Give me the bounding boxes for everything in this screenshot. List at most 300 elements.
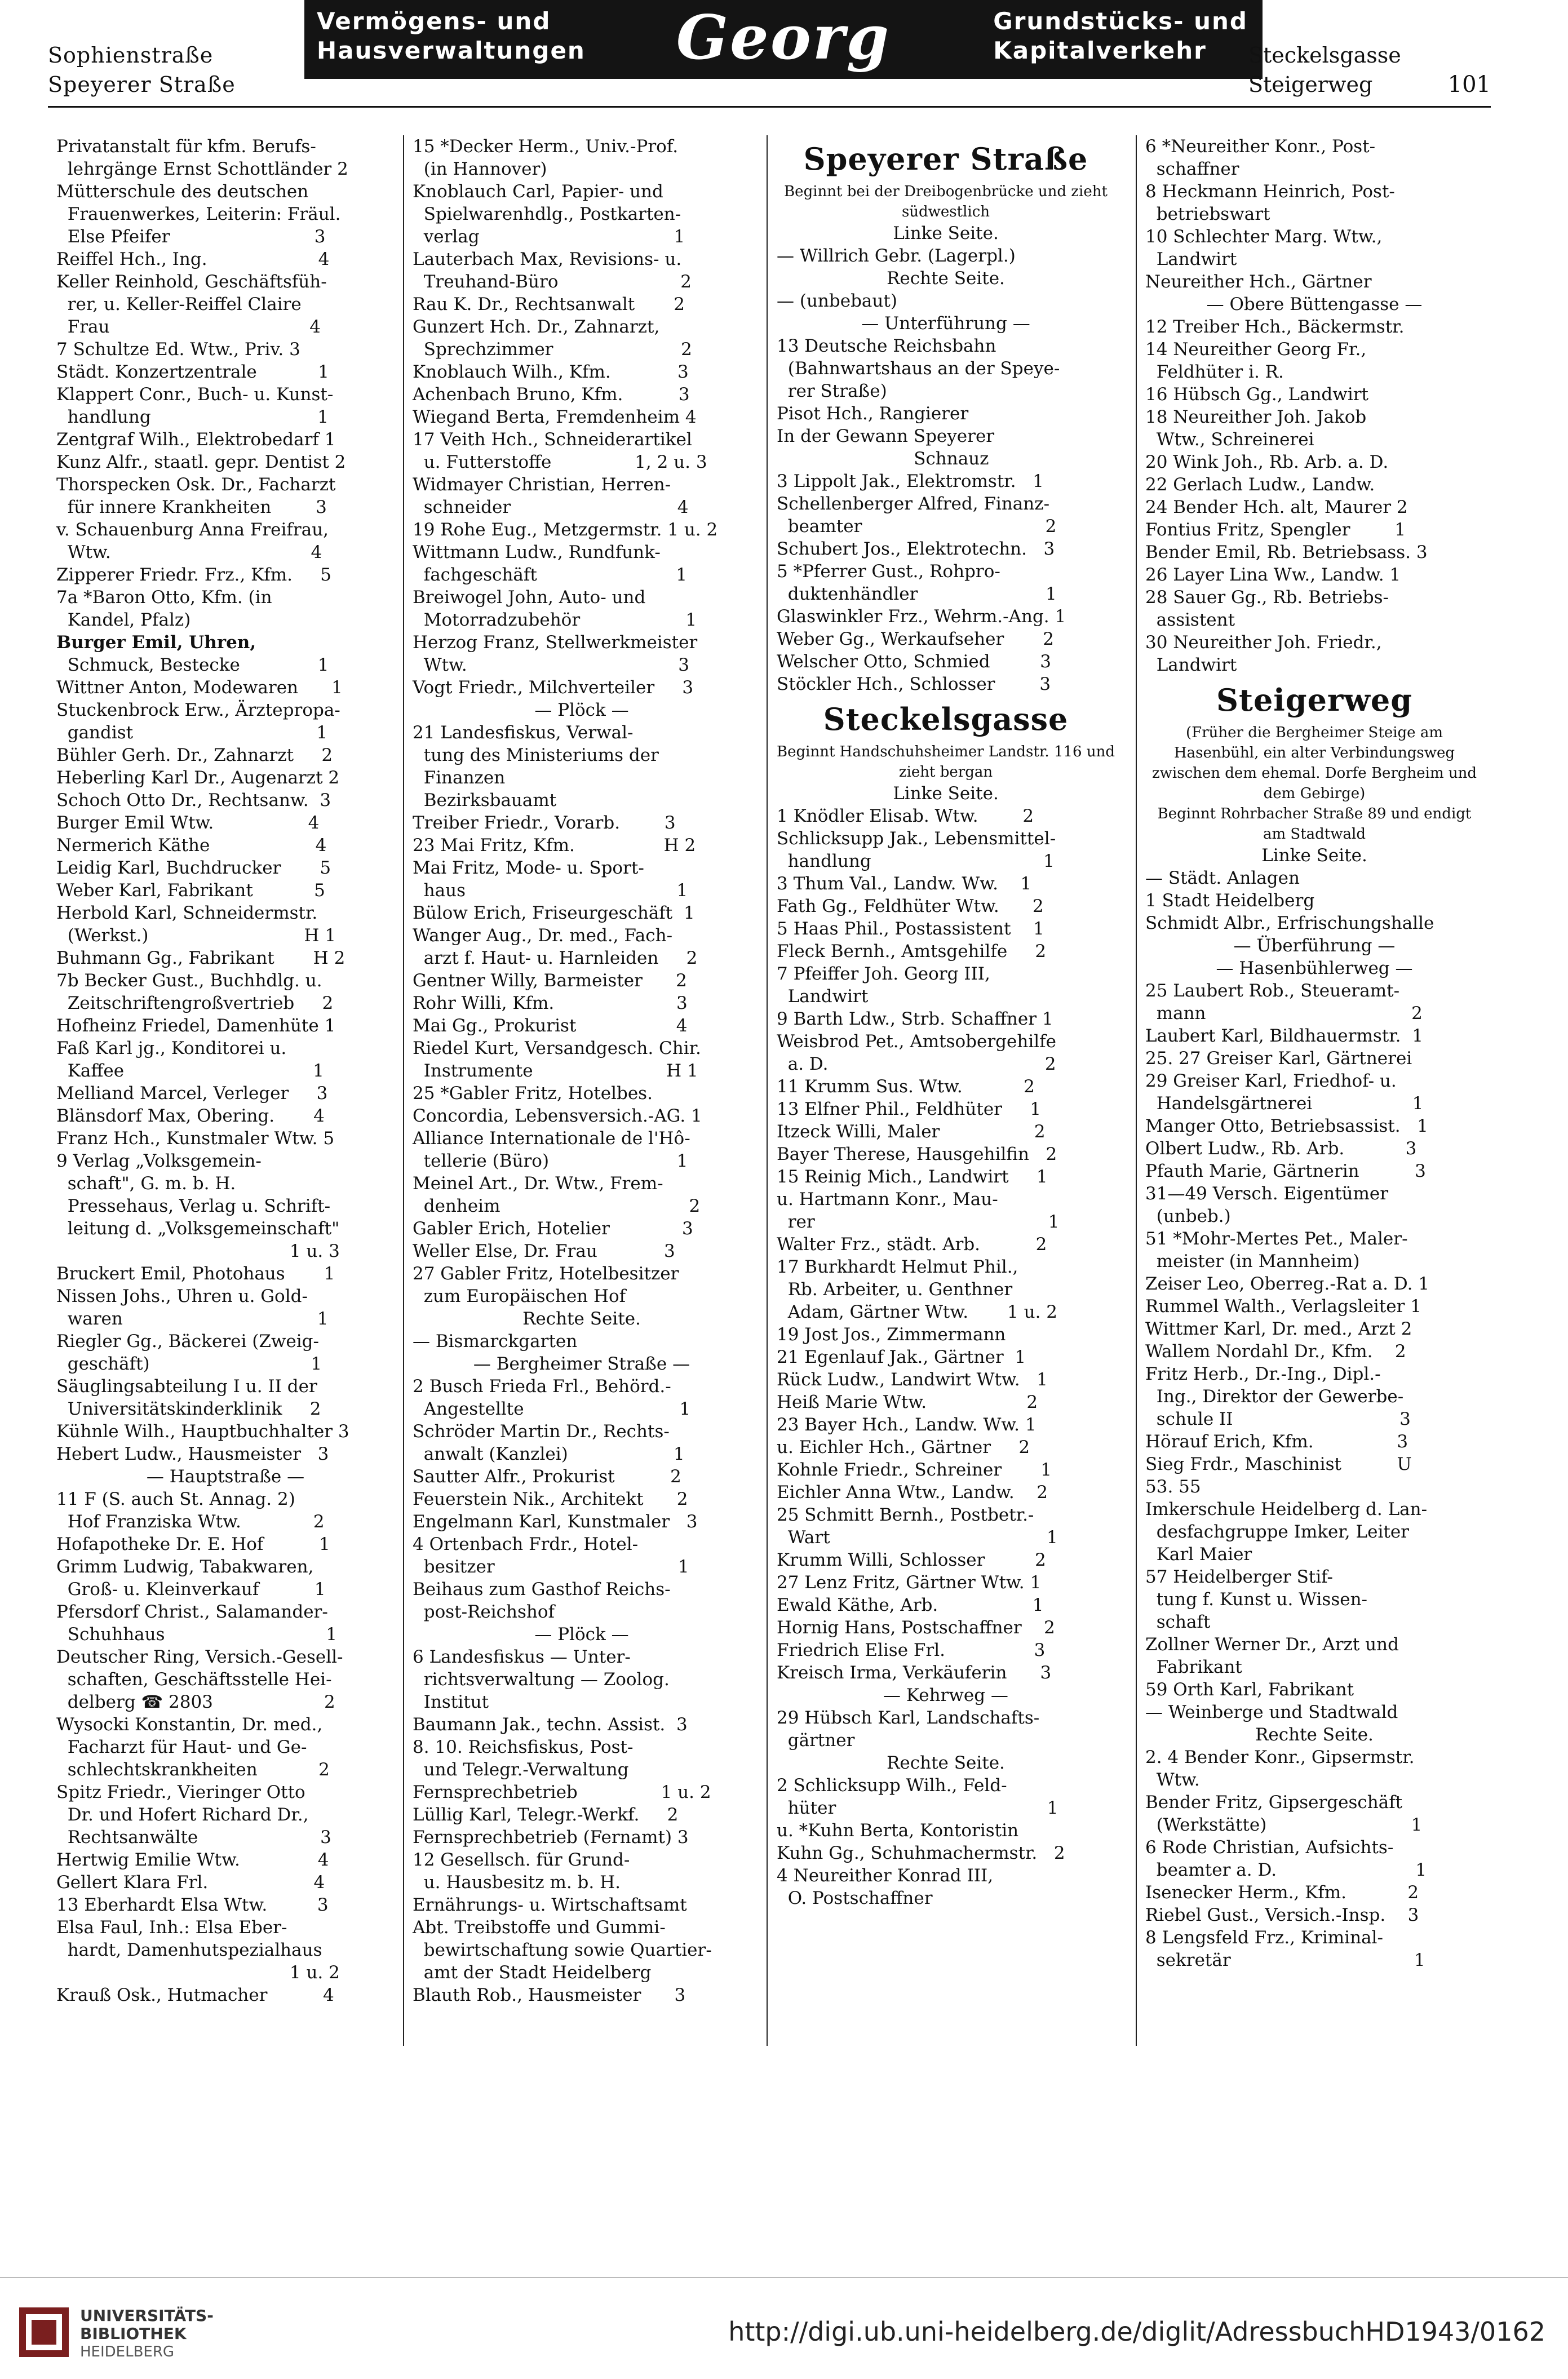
- directory-entry: Hebert Ludw., Hausmeister 3: [56, 1444, 329, 1464]
- directory-entry: Schmidt Albr., Erfrischungshalle: [1145, 913, 1434, 933]
- street-description: (Früher die Bergheimer Steige am Hasenbühl, ein alter Verbindungsweg zwischen dem ehemal. Dorfe Bergheim und dem Gebirge): [1151, 724, 1477, 802]
- directory-entry: u. Eichler Hch., Gärtner 2: [777, 1437, 1030, 1457]
- directory-entry: mann 2: [1145, 1003, 1423, 1024]
- directory-entry: — Weinberge und Stadtwald: [1145, 1702, 1398, 1722]
- directory-entry: Schlicksupp Jak., Lebensmittel-: [777, 829, 1056, 849]
- directory-entry: 6 Rode Christian, Aufsichts-: [1145, 1837, 1394, 1858]
- directory-entry: 6 Landesfiskus — Unter-: [413, 1647, 631, 1667]
- directory-entry: Welscher Otto, Schmied 3: [777, 652, 1052, 672]
- directory-entry: Spitz Friedr., Vieringer Otto: [56, 1782, 305, 1802]
- directory-entry: Wittmer Karl, Dr. med., Arzt 2: [1145, 1319, 1412, 1339]
- directory-entry: Wallem Nordahl Dr., Kfm. 2: [1145, 1341, 1406, 1362]
- directory-entry: assistent: [1145, 610, 1235, 630]
- directory-entry: Hof Franziska Wtw. 2: [56, 1512, 325, 1532]
- directory-entry: Instrumente H 1: [413, 1061, 698, 1081]
- directory-entry: gandist 1: [56, 723, 328, 743]
- directory-entry: 16 Hübsch Gg., Landwirt: [1145, 384, 1369, 405]
- directory-entry: Frauenwerkes, Leiterin: Fräul.: [56, 204, 341, 224]
- directory-entry: Eichler Anna Wtw., Landw. 2: [777, 1482, 1048, 1503]
- directory-entry: Rummel Walth., Verlagsleiter 1: [1145, 1296, 1421, 1317]
- directory-entry: geschäft) 1: [56, 1354, 322, 1374]
- directory-entry: 13 Elfner Phil., Feldhüter 1: [777, 1099, 1041, 1119]
- directory-entry: Wtw. 4: [56, 542, 322, 562]
- directory-entry: Kühnle Wilh., Hauptbuchhalter 3: [56, 1421, 349, 1442]
- directory-entry: Beihaus zum Gasthof Reichs-: [413, 1579, 671, 1600]
- directory-entry: Hörauf Erich, Kfm. 3: [1145, 1432, 1408, 1452]
- directory-entry: — (unbebaut): [777, 291, 897, 311]
- directory-entry: u. *Kuhn Berta, Kontoristin: [777, 1820, 1019, 1841]
- street-description: Beginnt Handschuhsheimer Landstr. 116 und zieht bergan: [777, 743, 1115, 781]
- directory-entry: fachgeschäft 1: [413, 565, 687, 585]
- directory-entry: Baumann Jak., techn. Assist. 3: [413, 1715, 688, 1735]
- directory-entry: Wittmann Ludw., Rundfunk-: [413, 542, 661, 562]
- directory-entry: 26 Layer Lina Ww., Landw. 1: [1145, 565, 1401, 585]
- directory-entry: 9 Barth Ldw., Strb. Schaffner 1: [777, 1009, 1053, 1029]
- directory-entry: Concordia, Lebensversich.-AG. 1: [413, 1106, 702, 1126]
- directory-entry: handlung 1: [56, 407, 329, 427]
- directory-entry: haus 1: [413, 880, 688, 901]
- directory-entry: 15 *Decker Herm., Univ.-Prof.: [413, 136, 679, 157]
- directory-entry: Walter Frz., städt. Arb. 2: [777, 1234, 1047, 1255]
- directory-entry: beamter 2: [777, 516, 1057, 537]
- directory-entry: Säuglingsabteilung I u. II der: [56, 1376, 317, 1397]
- directory-entry: zum Europäischen Hof: [413, 1286, 626, 1306]
- directory-entry: meister (in Mannheim): [1145, 1251, 1360, 1272]
- directory-entry: 2. 4 Bender Konr., Gipsermstr.: [1145, 1747, 1415, 1767]
- directory-entry: Faß Karl jg., Konditorei u.: [56, 1038, 287, 1058]
- directory-entry: tung f. Kunst u. Wissen-: [1145, 1589, 1368, 1610]
- directory-entry: Kunz Alfr., staatl. gepr. Dentist 2: [56, 452, 346, 472]
- directory-entry: Adam, Gärtner Wtw. 1 u. 2: [777, 1302, 1058, 1322]
- directory-entry: Wiegand Berta, Fremdenheim 4: [413, 407, 697, 427]
- directory-entry: handlung 1: [777, 851, 1055, 871]
- directory-entry: anwalt (Kanzlei) 1: [413, 1444, 685, 1464]
- directory-entry: bewirtschaftung sowie Quartier-: [413, 1940, 712, 1960]
- directory-entry: Schoch Otto Dr., Rechtsanw. 3: [56, 790, 331, 810]
- directory-entry: betriebswart: [1145, 204, 1270, 224]
- directory-entry: Neureither Hch., Gärtner: [1145, 272, 1372, 292]
- directory-entry: Pfauth Marie, Gärtnerin 3: [1145, 1161, 1426, 1181]
- directory-entry: Thorspecken Osk. Dr., Facharzt: [56, 475, 336, 495]
- street-heading: Speyerer Straße: [803, 141, 1088, 177]
- directory-entry: (Werkst.) H 1: [56, 925, 336, 946]
- directory-entry: Angestellte 1: [413, 1399, 691, 1419]
- directory-entry: Pisot Hch., Rangierer: [777, 404, 969, 424]
- directory-entry: Hofapotheke Dr. E. Hof 1: [56, 1534, 330, 1554]
- directory-entry: Schubert Jos., Elektrotechn. 3: [777, 539, 1055, 559]
- directory-entry: rer Straße): [777, 381, 887, 401]
- directory-entry: Weber Gg., Werkaufseher 2: [777, 629, 1055, 649]
- directory-entry: hardt, Damenhutspezialhaus: [56, 1940, 322, 1960]
- directory-entry: (in Hannover): [413, 159, 547, 179]
- directory-entry: Hertwig Emilie Wtw. 4: [56, 1850, 329, 1870]
- directory-entry: Rück Ludw., Landwirt Wtw. 1: [777, 1370, 1048, 1390]
- directory-entry: 8 Heckmann Heinrich, Post-: [1145, 181, 1395, 202]
- banner-right-text: [993, 7, 1248, 65]
- directory-entry: 17 Burkhardt Helmut Phil.,: [777, 1257, 1018, 1277]
- directory-entry: Breiwogel John, Auto- und: [413, 587, 646, 608]
- directory-entry: Wtw.: [1145, 1770, 1200, 1790]
- directory-entry: Karl Maier: [1145, 1544, 1252, 1565]
- section-marker: Rechte Seite.: [887, 268, 1005, 289]
- directory-entry: Keller Reinhold, Geschäftsfüh-: [56, 272, 327, 292]
- directory-entry: 11 F (S. auch St. Annag. 2): [56, 1489, 295, 1509]
- directory-entry: Stöckler Hch., Schlosser 3: [777, 674, 1051, 694]
- directory-entry: Blänsdorf Max, Obering. 4: [56, 1106, 325, 1126]
- directory-entry: Feuerstein Nik., Architekt 2: [413, 1489, 688, 1509]
- directory-entry: Mai Gg., Prokurist 4: [413, 1016, 688, 1036]
- directory-entry: Zeiser Leo, Oberreg.-Rat a. D. 1: [1145, 1274, 1430, 1294]
- directory-entry: Groß- u. Kleinverkauf 1: [56, 1579, 326, 1600]
- directory-entry: rer 1: [777, 1212, 1060, 1232]
- directory-entry: 28 Sauer Gg., Rb. Betriebs-: [1145, 587, 1389, 608]
- directory-entry: 3 Lippolt Jak., Elektromstr. 1: [777, 471, 1044, 491]
- directory-entry: Elsa Faul, Inh.: Elsa Eber-: [56, 1917, 287, 1938]
- directory-entry: Kaffee 1: [56, 1061, 324, 1081]
- directory-entry: 21 Landesfiskus, Verwal-: [413, 723, 634, 743]
- directory-entry: Widmayer Christian, Herren-: [413, 475, 671, 495]
- directory-entry: Nermerich Käthe 4: [56, 835, 327, 856]
- directory-entry: 5 Haas Phil., Postassistent 1: [777, 919, 1044, 939]
- directory-entry: Bühler Gerh. Dr., Zahnarzt 2: [56, 745, 333, 765]
- directory-entry: Isenecker Herm., Kfm. 2: [1145, 1882, 1419, 1903]
- directory-entry: — Willrich Gebr. (Lagerpl.): [777, 246, 1016, 266]
- logo-line-3: HEIDELBERG: [80, 2343, 175, 2360]
- directory-entry: Universitätskinderklinik 2: [56, 1399, 321, 1419]
- directory-entry: — Bismarckgarten: [413, 1331, 578, 1352]
- directory-entry: Olbert Ludw., Rb. Arb. 3: [1145, 1138, 1417, 1159]
- directory-entry: Ing., Direktor der Gewerbe-: [1145, 1386, 1404, 1407]
- header-divider: [48, 106, 1491, 108]
- directory-entry: amt der Stadt Heidelberg: [413, 1962, 652, 1983]
- directory-entry: Rohr Willi, Kfm. 3: [413, 993, 688, 1013]
- directory-entry: Fritz Herb., Dr.-Ing., Dipl.-: [1145, 1364, 1381, 1384]
- directory-entry: Melliand Marcel, Verleger 3: [56, 1083, 328, 1104]
- directory-entry: arzt f. Haut- u. Harnleiden 2: [413, 948, 698, 968]
- directory-entry: a. D. 2: [777, 1054, 1056, 1074]
- directory-entry: 19 Jost Jos., Zimmermann: [777, 1324, 1006, 1345]
- page-number: 101: [1447, 72, 1491, 98]
- directory-entry: 10 Schlechter Marg. Wtw.,: [1145, 227, 1383, 247]
- directory-entry: Ewald Käthe, Arb. 1: [777, 1595, 1044, 1615]
- directory-entry: 17 Veith Hch., Schneiderartikel: [413, 429, 692, 450]
- street-heading: Steckelsgasse: [823, 701, 1069, 737]
- directory-entry: 59 Orth Karl, Fabrikant: [1145, 1680, 1354, 1700]
- directory-entry: Schellenberger Alfred, Finanz-: [777, 494, 1050, 514]
- directory-entry: Sieg Frdr., Maschinist U: [1145, 1454, 1412, 1474]
- section-marker: — Obere Büttengasse —: [1206, 294, 1423, 314]
- directory-entry: Bayer Therese, Hausgehilfin 2: [777, 1144, 1057, 1164]
- directory-entry: Handelsgärtnerei 1: [1145, 1093, 1424, 1114]
- source-url-link[interactable]: http://digi.ub.uni-heidelberg.de/diglit/AdressbuchHD1943/0162: [728, 2316, 1545, 2347]
- directory-entry: post-Reichshof: [413, 1602, 555, 1622]
- directory-entry: Wart 1: [777, 1527, 1058, 1548]
- directory-entry: schaffner: [1145, 159, 1239, 179]
- directory-column-2: [413, 135, 751, 2006]
- directory-entry: 57 Heidelberger Stif-: [1145, 1567, 1334, 1587]
- directory-entry: Weber Karl, Fabrikant 5: [56, 880, 325, 901]
- directory-entry: 25 Laubert Rob., Steueramt-: [1145, 981, 1400, 1001]
- directory-entry: 12 Gesellsch. für Grund-: [413, 1850, 630, 1870]
- directory-entry: Rechtsanwälte 3: [56, 1827, 331, 1848]
- directory-entry: Mai Fritz, Mode- u. Sport-: [413, 858, 644, 878]
- directory-entry: Gellert Klara Frl. 4: [56, 1872, 325, 1893]
- directory-entry: desfachgruppe Imker, Leiter: [1145, 1522, 1409, 1542]
- directory-entry: leitung d. „Volksgemeinschaft": [56, 1219, 340, 1239]
- directory-entry: und Telegr.-Verwaltung: [413, 1760, 629, 1780]
- directory-entry: Wtw., Schreinerei: [1145, 429, 1314, 450]
- directory-entry: 29 Greiser Karl, Friedhof- u.: [1145, 1071, 1397, 1091]
- directory-entry: Friedrich Elise Frl. 3: [777, 1640, 1046, 1660]
- section-marker: — Bergheimer Straße —: [473, 1354, 690, 1374]
- section-marker: Rechte Seite.: [1255, 1725, 1374, 1745]
- directory-entry: 11 Krumm Sus. Wtw. 2: [777, 1076, 1035, 1097]
- section-marker: — Überführung —: [1233, 936, 1396, 956]
- section-marker: Linke Seite.: [893, 783, 999, 804]
- banner-right-line-1: Grundstücks- und: [993, 7, 1248, 35]
- directory-entry: 23 Mai Fritz, Kfm. H 2: [413, 835, 696, 856]
- library-logo[interactable]: [17, 2300, 242, 2367]
- footer-divider: [0, 2277, 1568, 2278]
- directory-entry: schule II 3: [1145, 1409, 1411, 1429]
- directory-entry: Privatanstalt für kfm. Berufs-: [56, 136, 316, 157]
- section-marker: Linke Seite.: [1261, 845, 1367, 866]
- directory-entry: Gentner Willy, Barmeister 2: [413, 971, 687, 991]
- directory-entry: Krauß Osk., Hutmacher 4: [56, 1985, 334, 2005]
- directory-entry: Riegler Gg., Bäckerei (Zweig-: [56, 1331, 319, 1352]
- directory-entry: Glaswinkler Frz., Wehrm.-Ang. 1: [777, 606, 1066, 627]
- directory-entry: Kohnle Friedr., Schreiner 1: [777, 1460, 1052, 1480]
- directory-entry: Schröder Martin Dr., Rechts-: [413, 1421, 670, 1442]
- directory-entry: Bülow Erich, Friseurgeschäft 1: [413, 903, 695, 923]
- directory-entry: u. Hausbesitz m. b. H.: [413, 1872, 621, 1893]
- directory-entry: 53. 55: [1145, 1477, 1201, 1497]
- directory-entry: Krumm Willi, Schlosser 2: [777, 1550, 1046, 1570]
- directory-entry: Engelmann Karl, Kunstmaler 3: [413, 1512, 698, 1532]
- header-left-street-1: Sophienstraße: [48, 43, 214, 68]
- directory-entry: schaft", G. m. b. H.: [56, 1173, 236, 1194]
- directory-entry: Achenbach Bruno, Kfm. 3: [413, 384, 690, 405]
- directory-entry: schaften, Geschäftsstelle Hei-: [56, 1669, 332, 1690]
- directory-entry: Herbold Karl, Schneidermstr.: [56, 903, 318, 923]
- header-left-streets: [48, 41, 236, 99]
- directory-entry: 31—49 Versch. Eigentümer: [1145, 1184, 1389, 1204]
- library-seal-icon: [17, 2305, 71, 2359]
- directory-entry: verlag 1: [413, 227, 685, 247]
- directory-entry: Wysocki Konstantin, Dr. med.,: [56, 1715, 323, 1735]
- directory-entry: Ernährungs- u. Wirtschaftsamt: [413, 1895, 687, 1915]
- directory-entry: Gunzert Hch. Dr., Zahnarzt,: [413, 317, 660, 337]
- directory-entry: Else Pfeifer 3: [56, 227, 326, 247]
- directory-entry: hüter 1: [777, 1798, 1058, 1818]
- directory-entry: Meinel Art., Dr. Wtw., Frem-: [413, 1173, 663, 1194]
- header-right-streets: [1248, 41, 1491, 99]
- directory-entry: 21 Egenlauf Jak., Gärtner 1: [777, 1347, 1026, 1367]
- directory-entry: 6 *Neureither Konr., Post-: [1145, 136, 1376, 157]
- directory-entry: Fath Gg., Feldhüter Wtw. 2: [777, 896, 1044, 916]
- directory-entry: 23 Bayer Hch., Landw. Ww. 1: [777, 1415, 1037, 1435]
- directory-entry: Zentgraf Wilh., Elektrobedarf 1: [56, 429, 336, 450]
- directory-entry: Stuckenbrock Erw., Ärztepropa-: [56, 700, 340, 720]
- directory-entry: Kuhn Gg., Schuhmachermstr. 2: [777, 1843, 1065, 1863]
- directory-entry: (Werkstätte) 1: [1145, 1815, 1423, 1835]
- directory-entry: 12 Treiber Hch., Bäckermstr.: [1145, 317, 1405, 337]
- directory-entry: Manger Otto, Betriebsassist. 1: [1145, 1116, 1428, 1136]
- banner-left-line-2: Hausverwaltungen: [317, 37, 586, 64]
- directory-entry: Sautter Alfr., Prokurist 2: [413, 1467, 681, 1487]
- directory-entry: Heberling Karl Dr., Augenarzt 2: [56, 768, 340, 788]
- directory-entry: Finanzen: [413, 768, 506, 788]
- directory-entry: lehrgänge Ernst Schottländer 2: [56, 159, 348, 179]
- directory-entry: Städt. Konzertzentrale 1: [56, 362, 329, 382]
- directory-entry: 27 Lenz Fritz, Gärtner Wtw. 1: [777, 1572, 1042, 1593]
- directory-entry: Blauth Rob., Hausmeister 3: [413, 1985, 686, 2005]
- directory-entry: Treiber Friedr., Vorarb. 3: [413, 813, 676, 833]
- directory-entry: 27 Gabler Fritz, Hotelbesitzer: [413, 1264, 679, 1284]
- directory-entry: delberg ☎ 2803 2: [56, 1692, 335, 1712]
- directory-entry: Riebel Gust., Versich.-Insp. 3: [1145, 1905, 1419, 1925]
- directory-column-3: [777, 135, 1115, 1910]
- directory-entry: Dr. und Hofert Richard Dr.,: [56, 1805, 309, 1825]
- directory-entry: 14 Neureither Georg Fr.,: [1145, 339, 1367, 360]
- directory-entry: Mütterschule des deutschen: [56, 181, 309, 202]
- directory-entry: Itzeck Willi, Maler 2: [777, 1122, 1046, 1142]
- section-marker: — Unterführung —: [861, 313, 1030, 334]
- directory-entry: Fleck Bernh., Amtsgehilfe 2: [777, 941, 1047, 962]
- directory-entry: 7a *Baron Otto, Kfm. (in: [56, 587, 272, 608]
- directory-entry: Hornig Hans, Postschaffner 2: [777, 1618, 1055, 1638]
- directory-entry: Zipperer Friedr. Frz., Kfm. 5: [56, 565, 331, 585]
- directory-entry: 13 Deutsche Reichsbahn: [777, 336, 996, 356]
- directory-entry: schlechtskrankheiten 2: [56, 1760, 330, 1780]
- directory-entry: 8. 10. Reichsfiskus, Post-: [413, 1737, 634, 1757]
- directory-entry: Rau K. Dr., Rechtsanwalt 2: [413, 294, 685, 314]
- directory-entry: — Städt. Anlagen: [1145, 868, 1300, 888]
- directory-entry: Herzog Franz, Stellwerkmeister: [413, 632, 698, 653]
- directory-entry: Bender Fritz, Gipsergeschäft: [1145, 1792, 1403, 1813]
- directory-entry: 24 Bender Hch. alt, Maurer 2: [1145, 497, 1408, 517]
- directory-entry: Knoblauch Wilh., Kfm. 3: [413, 362, 689, 382]
- directory-entry: 1 Stadt Heidelberg: [1145, 891, 1315, 911]
- section-marker: — Plöck —: [534, 1624, 629, 1645]
- street-description: Beginnt bei der Dreibogenbrücke und zieht südwestlich: [784, 183, 1108, 220]
- section-marker: Linke Seite.: [893, 223, 999, 243]
- directory-entry: 2 Schlicksupp Wilh., Feld-: [777, 1775, 1007, 1796]
- directory-entry: Kreisch Irma, Verkäuferin 3: [777, 1663, 1052, 1683]
- directory-entry: Landwirt: [777, 986, 869, 1007]
- directory-entry: Alliance Internationale de l'Hô-: [413, 1128, 690, 1149]
- directory-entry: Treuhand-Büro 2: [413, 272, 692, 292]
- directory-entry: Landwirt: [1145, 249, 1237, 269]
- directory-entry: 1 Knödler Elisab. Wtw. 2: [777, 806, 1034, 826]
- header-left-street-2: Speyerer Straße: [48, 72, 236, 97]
- directory-entry: v. Schauenburg Anna Freifrau,: [56, 520, 329, 540]
- directory-entry: Franz Hch., Kunstmaler Wtw. 5: [56, 1128, 335, 1149]
- directory-entry: schaft: [1145, 1612, 1211, 1632]
- directory-entry: Bender Emil, Rb. Betriebsass. 3: [1145, 542, 1428, 562]
- section-marker: — Hasenbühlerweg —: [1216, 958, 1413, 978]
- directory-entry: Buhmann Gg., Fabrikant H 2: [56, 948, 346, 968]
- directory-entry: 13 Eberhardt Elsa Wtw. 3: [56, 1895, 329, 1915]
- directory-entry: u. Hartmann Konr., Mau-: [777, 1189, 998, 1210]
- directory-entry: Imkerschule Heidelberg d. Lan-: [1145, 1499, 1428, 1519]
- directory-entry: O. Postschaffner: [777, 1888, 933, 1908]
- column-divider: [1136, 135, 1137, 2046]
- directory-entry: Wittner Anton, Modewaren 1: [56, 677, 343, 698]
- banner-right-line-2: Kapitalverkehr: [993, 37, 1207, 64]
- column-divider: [403, 135, 404, 2046]
- directory-entry: waren 1: [56, 1309, 329, 1329]
- directory-entry: Vogt Friedr., Milchverteiler 3: [413, 677, 694, 698]
- directory-entry: In der Gewann Speyerer: [777, 426, 995, 446]
- banner-left-line-1: Vermögens- und: [317, 7, 551, 35]
- directory-entry: Laubert Karl, Bildhauermstr. 1: [1145, 1026, 1423, 1046]
- directory-entry: für innere Krankheiten 3: [56, 497, 327, 517]
- directory-entry: 7 Pfeiffer Joh. Georg III,: [777, 964, 990, 984]
- directory-entry: 18 Neureither Joh. Jakob: [1145, 407, 1367, 427]
- directory-entry: rer, u. Keller-Reiffel Claire: [56, 294, 302, 314]
- directory-entry: richtsverwaltung — Zoolog.: [413, 1669, 670, 1690]
- directory-entry: Riedel Kurt, Versandgesch. Chir.: [413, 1038, 701, 1058]
- section-marker: — Kehrweg —: [883, 1685, 1008, 1705]
- directory-entry: Klappert Conr., Buch- u. Kunst-: [56, 384, 334, 405]
- directory-entry: Sprechzimmer 2: [413, 339, 692, 360]
- directory-entry: Heiß Marie Wtw. 2: [777, 1392, 1038, 1412]
- directory-entry: (Bahnwartshaus an der Speye-: [777, 358, 1060, 379]
- directory-entry: 4 Neureither Konrad III,: [777, 1866, 994, 1886]
- directory-entry: 15 Reinig Mich., Landwirt 1: [777, 1167, 1048, 1187]
- directory-entry: 20 Wink Joh., Rb. Arb. a. D.: [1145, 452, 1389, 472]
- directory-entry: Bruckert Emil, Photohaus 1: [56, 1264, 335, 1284]
- directory-entry: beamter a. D. 1: [1145, 1860, 1427, 1880]
- street-description: Beginnt Rohrbacher Straße 89 und endigt am Stadtwald: [1157, 805, 1472, 843]
- directory-entry: Schmuck, Bestecke 1: [56, 655, 329, 675]
- directory-entry: Lüllig Karl, Telegr.-Werkf. 2: [413, 1805, 679, 1825]
- directory-entry: tung des Ministeriums der: [413, 745, 659, 765]
- directory-entry: Fernsprechbetrieb 1 u. 2: [413, 1782, 711, 1802]
- directory-entry: Nissen Johs., Uhren u. Gold-: [56, 1286, 308, 1306]
- directory-entry: 3 Thum Val., Landw. Ww. 1: [777, 874, 1032, 894]
- street-heading: Steigerweg: [1216, 682, 1412, 718]
- directory-entry: duktenhändler 1: [777, 584, 1057, 604]
- directory-entry: Weller Else, Dr. Frau 3: [413, 1241, 675, 1261]
- directory-entry: 7b Becker Gust., Buchhdlg. u.: [56, 971, 322, 991]
- directory-entry: 2 Busch Frieda Frl., Behörd.-: [413, 1376, 671, 1397]
- section-marker: Schnauz: [902, 449, 989, 469]
- directory-entry: 19 Rohe Eug., Metzgermstr. 1 u. 2: [413, 520, 718, 540]
- banner-company-name: Georg Herth: [676, 2, 891, 147]
- header-right-street-1: Steckelsgasse: [1248, 43, 1401, 68]
- directory-entry: 25 *Gabler Fritz, Hotelbes.: [413, 1083, 653, 1104]
- directory-entry: Burger Emil, Uhren,: [56, 632, 256, 653]
- directory-column-1: [56, 135, 395, 2006]
- directory-entry: 30 Neureither Joh. Friedr.,: [1145, 632, 1382, 653]
- directory-entry: Deutscher Ring, Versich.-Gesell-: [56, 1647, 343, 1667]
- directory-entry: Reiffel Hch., Ing. 4: [56, 249, 330, 269]
- directory-entry: 1 u. 2: [56, 1962, 340, 1983]
- directory-entry: besitzer 1: [413, 1557, 689, 1577]
- section-marker: — Hauptstraße —: [146, 1467, 305, 1487]
- directory-entry: Landwirt: [1145, 655, 1237, 675]
- directory-entry: Rb. Arbeiter, u. Genthner: [777, 1279, 1013, 1300]
- directory-entry: Fabrikant: [1145, 1657, 1242, 1677]
- header-right-street-2: Steigerweg: [1248, 72, 1373, 97]
- directory-entry: Zollner Werner Dr., Arzt und: [1145, 1634, 1399, 1655]
- directory-entry: 8 Lengsfeld Frz., Kriminal-: [1145, 1928, 1383, 1948]
- logo-line-1: UNIVERSITÄTS-: [80, 2306, 214, 2325]
- directory-entry: u. Futterstoffe 1, 2 u. 3: [413, 452, 707, 472]
- banner-left-text: [317, 7, 586, 65]
